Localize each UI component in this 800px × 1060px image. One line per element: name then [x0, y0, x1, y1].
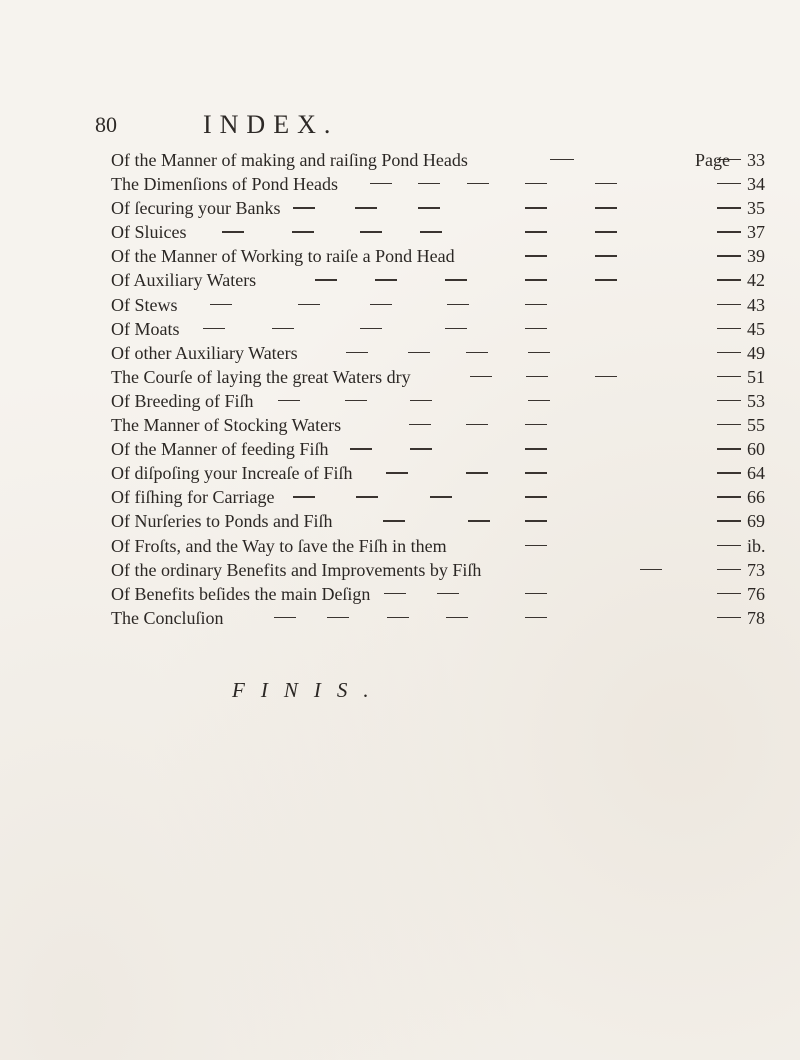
- index-entry: [0, 534, 800, 558]
- leader-dash: [525, 183, 547, 184]
- leader-dash: [528, 352, 550, 353]
- entry-title: Of fiſhing for Carriage: [111, 487, 275, 508]
- leader-dash: [360, 231, 382, 232]
- entry-title: The Dimenſions of Pond Heads: [111, 174, 338, 195]
- leader-dash: [370, 183, 392, 184]
- leader-dash: [278, 400, 300, 401]
- leader-dash: [717, 352, 741, 353]
- leader-dash: [525, 448, 547, 449]
- index-entry: [0, 148, 800, 172]
- index-entry: [0, 196, 800, 220]
- leader-dash: [525, 593, 547, 594]
- leader-dash: [717, 545, 741, 546]
- entry-page-number: 69: [747, 511, 765, 532]
- leader-dash: [525, 231, 547, 232]
- entry-page-number: 49: [747, 342, 765, 363]
- entry-title: Of diſpoſing your Increaſe of Fiſh: [111, 463, 353, 484]
- leader-dash: [327, 617, 349, 618]
- index-entry: [0, 220, 800, 244]
- leader-dash: [525, 472, 547, 473]
- index-entry: [0, 509, 800, 533]
- index-entry: [0, 437, 800, 461]
- index-entry: [0, 172, 800, 196]
- entry-title: Of the Manner of Working to raiſe a Pond Head: [111, 246, 455, 267]
- entry-page-number: 37: [747, 222, 765, 243]
- leader-dash: [525, 328, 547, 329]
- page-header: [0, 112, 800, 142]
- leader-dash: [528, 400, 550, 401]
- leader-dash: [525, 207, 547, 208]
- entry-page-number: 39: [747, 246, 765, 267]
- leader-dash: [293, 496, 315, 497]
- entry-title: Of the ordinary Benefits and Improvements by Fiſh: [111, 559, 482, 580]
- leader-dash: [717, 520, 741, 521]
- index-entry: [0, 413, 800, 437]
- entry-title: Of other Auxiliary Waters: [111, 342, 298, 363]
- entry-title: The Manner of Stocking Waters: [111, 415, 342, 436]
- leader-dash: [445, 279, 467, 280]
- index-entry: [0, 389, 800, 413]
- leader-dash: [525, 520, 547, 521]
- leader-dash: [526, 376, 548, 377]
- leader-dash: [717, 617, 741, 618]
- leader-dash: [409, 424, 431, 425]
- entry-title: Of Nurſeries to Ponds and Fiſh: [111, 511, 333, 532]
- leader-dash: [525, 279, 547, 280]
- leader-dash: [595, 231, 617, 232]
- leader-dash: [418, 207, 440, 208]
- leader-dash: [418, 183, 440, 184]
- leader-dash: [370, 304, 392, 305]
- leader-dash: [408, 352, 430, 353]
- entry-page-number: 66: [747, 487, 765, 508]
- index-entry: [0, 341, 800, 365]
- leader-dash: [717, 448, 741, 449]
- leader-dash: [298, 304, 320, 305]
- leader-dash: [222, 231, 244, 232]
- page-label: Page: [695, 150, 730, 170]
- leader-dash: [345, 400, 367, 401]
- index-entry: [0, 558, 800, 582]
- leader-dash: [272, 328, 294, 329]
- index-entry: [0, 582, 800, 606]
- entry-page-number: 60: [747, 439, 765, 460]
- leader-dash: [717, 496, 741, 497]
- leader-dash: [386, 472, 408, 473]
- leader-dash: [525, 304, 547, 305]
- entry-page-number: 35: [747, 198, 765, 219]
- entry-title: Of Sluices: [111, 222, 187, 243]
- leader-dash: [470, 376, 492, 377]
- page-number: 80: [95, 112, 117, 137]
- leader-dash: [420, 231, 442, 232]
- leader-dash: [384, 593, 406, 594]
- leader-dash: [292, 231, 314, 232]
- leader-dash: [717, 279, 741, 280]
- entry-page-number: 33: [747, 150, 765, 170]
- entry-title: Of the Manner of feeding Fiſh: [111, 439, 329, 460]
- leader-dash: [346, 352, 368, 353]
- leader-dash: [466, 424, 488, 425]
- leader-dash: [595, 376, 617, 377]
- entry-title: Of Breeding of Fiſh: [111, 390, 254, 411]
- index-entry: [0, 485, 800, 509]
- leader-dash: [717, 304, 741, 305]
- leader-dash: [410, 448, 432, 449]
- entry-title: Of Auxiliary Waters: [111, 270, 257, 291]
- leader-dash: [446, 617, 468, 618]
- leader-dash: [437, 593, 459, 594]
- finis-text: FINIS.: [232, 678, 385, 702]
- leader-dash: [525, 617, 547, 618]
- entry-title: The Concluſion: [111, 607, 224, 628]
- leader-dash: [430, 496, 452, 497]
- index-entry: [0, 461, 800, 485]
- leader-dash: [717, 207, 741, 208]
- index-entry: [0, 317, 800, 341]
- entry-page-number: 51: [747, 366, 765, 387]
- entry-title: Of Moats: [111, 318, 180, 339]
- leader-dash: [467, 183, 489, 184]
- leader-dash: [717, 424, 741, 425]
- entry-title: Of Froſts, and the Way to ſave the Fiſh in them: [111, 535, 447, 556]
- index-entry: [0, 293, 800, 317]
- entry-title: Of ſecuring your Banks: [111, 198, 281, 219]
- entry-page-number: ib.: [747, 535, 766, 556]
- index-entry: [0, 606, 800, 630]
- index-entry: [0, 268, 800, 292]
- leader-dash: [550, 159, 574, 160]
- running-title: INDEX.: [203, 110, 339, 139]
- leader-dash: [355, 207, 377, 208]
- leader-dash: [210, 304, 232, 305]
- leader-dash: [595, 279, 617, 280]
- leader-dash: [360, 328, 382, 329]
- entry-page-number: 34: [747, 174, 765, 195]
- leader-dash: [717, 593, 741, 594]
- leader-dash: [595, 183, 617, 184]
- leader-dash: [466, 472, 488, 473]
- leader-dash: [717, 472, 741, 473]
- leader-dash: [350, 448, 372, 449]
- leader-dash: [356, 496, 378, 497]
- leader-dash: [468, 520, 490, 521]
- leader-dash: [293, 207, 315, 208]
- leader-dash: [525, 545, 547, 546]
- leader-dash: [383, 520, 405, 521]
- index-entry: [0, 365, 800, 389]
- entry-page-number: 53: [747, 390, 765, 411]
- entry-page-number: 55: [747, 415, 765, 436]
- entry-page-number: 76: [747, 583, 765, 604]
- entry-title: Of Stews: [111, 294, 178, 315]
- leader-dash: [315, 279, 337, 280]
- leader-dash: [387, 617, 409, 618]
- leader-dash: [717, 569, 741, 570]
- leader-dash: [717, 328, 741, 329]
- entry-page-number: 45: [747, 318, 765, 339]
- entry-page-number: 78: [747, 607, 765, 628]
- leader-dash: [717, 231, 741, 232]
- leader-dash: [525, 424, 547, 425]
- index-entry: [0, 244, 800, 268]
- leader-dash: [595, 255, 617, 256]
- entry-title: Of the Manner of making and raiſing Pond Heads: [111, 150, 468, 170]
- leader-dash: [274, 617, 296, 618]
- entry-page-number: 42: [747, 270, 765, 291]
- leader-dash: [717, 376, 741, 377]
- entry-title: Of Benefits beſides the main Deſign: [111, 583, 371, 604]
- leader-dash: [445, 328, 467, 329]
- leader-dash: [203, 328, 225, 329]
- leader-dash: [717, 400, 741, 401]
- leader-dash: [717, 183, 741, 184]
- leader-dash: [410, 400, 432, 401]
- leader-dash: [640, 569, 662, 570]
- leader-dash: [447, 304, 469, 305]
- leader-dash: [717, 255, 741, 256]
- leader-dash: [525, 255, 547, 256]
- leader-dash: [525, 496, 547, 497]
- index-entries: [0, 148, 800, 630]
- entry-title: The Courſe of laying the great Waters dry: [111, 366, 411, 387]
- leader-dash: [466, 352, 488, 353]
- leader-dash: [375, 279, 397, 280]
- entry-page-number: 64: [747, 463, 765, 484]
- leader-dash: [595, 207, 617, 208]
- entry-page-number: 73: [747, 559, 765, 580]
- entry-page-number: 43: [747, 294, 765, 315]
